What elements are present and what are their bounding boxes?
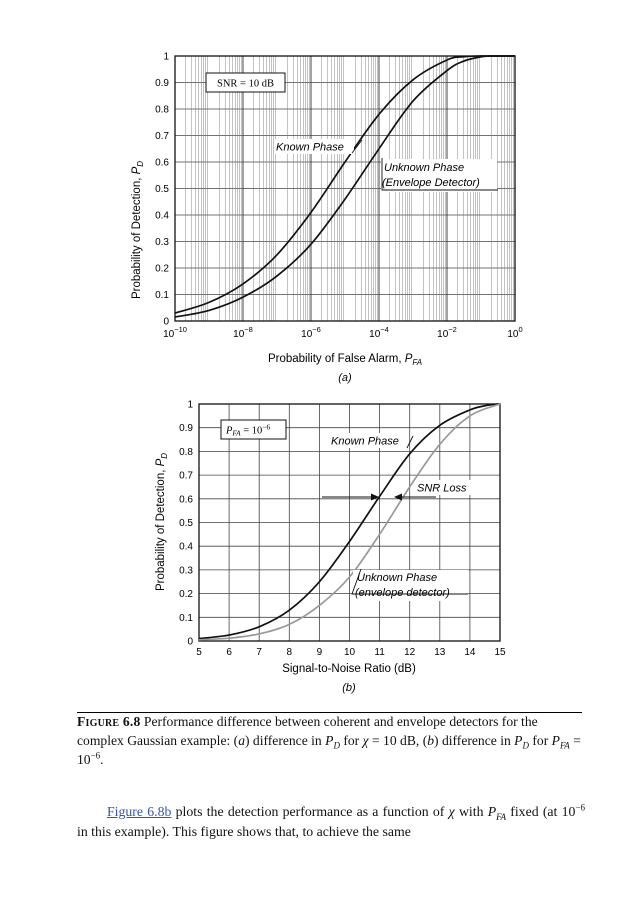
body-text-4: in this example). This figure shows that, to achieve the same <box>77 824 411 839</box>
chart-b-xtick-10: 15 <box>494 647 506 658</box>
chart-b-xtick-9: 14 <box>464 647 476 658</box>
body-chi: χ <box>448 804 455 819</box>
chart-a-y-ticks <box>155 52 169 328</box>
figure-caption <box>77 712 587 769</box>
caption-text-2: ) difference in <box>244 733 326 748</box>
caption-figure-label: Figure 6.8 <box>77 714 141 729</box>
chart-a-ytick-8: 0.8 <box>155 104 169 116</box>
caption-pd-var-1: P <box>325 733 334 748</box>
chart-b-ytick-1: 0.1 <box>179 612 193 624</box>
chart-b-ytick-3: 0.3 <box>179 565 193 577</box>
chart-b-xtick-8: 13 <box>434 647 446 658</box>
chart-a-condition-text: SNR = 10 dB <box>217 78 274 90</box>
chart-b-panel-label: (b) <box>342 682 356 694</box>
chart-a-ytick-5: 0.5 <box>155 184 169 195</box>
chart-a-unknown-phase-label-2: (Envelope Detector) <box>382 177 480 189</box>
body-text-2: with <box>454 804 488 819</box>
chart-b-unknown-phase-label-1: Unknown Phase <box>357 572 438 584</box>
caption-b: b <box>427 733 435 748</box>
caption-pfa-var: P <box>551 733 560 748</box>
body-pfa-var: P <box>487 804 497 819</box>
chart-b-ytick-0: 0 <box>187 636 193 648</box>
chart-a-xtick-5: $10^0$ <box>507 325 523 340</box>
chart-a-ytick-0: 0 <box>163 316 169 328</box>
body-exp: −6 <box>575 802 585 813</box>
body-text-1: plots the detection performance as a function of <box>171 804 449 819</box>
caption-pd-sub-1: D <box>333 740 340 751</box>
chart-b-xtick-6: 11 <box>374 647 385 658</box>
chart-b-ytick-4: 0.4 <box>179 541 193 553</box>
caption-chi: χ <box>362 733 369 748</box>
body-pfa-sub: FA <box>496 811 506 822</box>
chart-a-ytick-9: 0.9 <box>155 78 169 89</box>
chart-b-ytick-7: 0.7 <box>179 470 193 482</box>
chart-a-xtick-4: $10^{-2}$ <box>437 325 457 340</box>
chart-b-snr-arrow-right-head <box>394 494 402 501</box>
chart-b-xtick-7: 12 <box>404 647 416 658</box>
caption-text-3: for <box>339 733 363 748</box>
caption-pd-var-2: P <box>514 733 523 748</box>
chart-a <box>0 40 636 390</box>
body-text-3: fixed (at 10 <box>506 804 576 819</box>
chart-b-xtick-4: 9 <box>316 647 323 658</box>
chart-b-xtick-0: 5 <box>196 647 202 658</box>
chart-b-ytick-8: 0.8 <box>179 446 193 458</box>
chart-b-unknown-phase-label-2: (envelope detector) <box>355 587 450 599</box>
chart-b-ytick-5: 0.5 <box>179 518 193 529</box>
chart-a-ytick-1: 0.1 <box>155 290 169 301</box>
caption-text-4: = 10 dB, ( <box>368 733 428 748</box>
chart-a-ylabel: Probability of Detection, $P_D$ <box>131 160 145 300</box>
chart-a-xtick-2: $10^{-6}$ <box>301 325 321 340</box>
chart-a-xtick-3: $10^{-4}$ <box>369 325 389 340</box>
chart-b-x-ticks <box>196 647 506 658</box>
chart-b-known-phase-label: Known Phase <box>331 435 399 448</box>
chart-b-ytick-9: 0.9 <box>179 423 193 435</box>
chart-a-ytick-4: 0.4 <box>155 210 169 222</box>
caption-text-7: = 10 <box>77 733 581 767</box>
chart-b-ytick-2: 0.2 <box>179 589 193 601</box>
chart-b-xlabel: Signal-to-Noise Ratio (dB) <box>282 663 416 675</box>
chart-b-condition-text: PFA = $10^{-6}$ <box>226 422 271 438</box>
chart-a-x-ticks <box>163 325 523 340</box>
chart-b-xtick-1: 6 <box>226 647 232 658</box>
body-paragraph <box>77 802 585 842</box>
caption-pd-sub-2: D <box>522 740 529 751</box>
caption-text-5: ) difference in <box>434 733 515 748</box>
chart-b-y-ticks <box>179 400 193 648</box>
chart-a-ytick-2: 0.2 <box>155 263 169 275</box>
caption-text-8: . <box>100 752 104 767</box>
chart-a-known-phase-label: Known Phase <box>276 141 344 154</box>
chart-a-ytick-7: 0.7 <box>155 131 169 142</box>
chart-b-xtick-2: 7 <box>256 647 262 658</box>
chart-a-panel-label: (a) <box>338 372 352 384</box>
chart-a-ytick-10: 1 <box>163 51 169 63</box>
chart-a-ytick-3: 0.3 <box>155 237 169 248</box>
caption-pfa-exp: −6 <box>90 750 101 761</box>
chart-b-ylabel: Probability of Detection, $P_D$ <box>155 452 169 592</box>
caption-text-6: for <box>528 733 552 748</box>
chart-b-xtick-3: 8 <box>286 647 293 658</box>
figure-6-8b-link[interactable]: Figure 6.8b <box>107 804 172 819</box>
chart-b-xtick-5: 10 <box>343 647 356 658</box>
chart-a-xtick-1: $10^{-8}$ <box>233 325 253 340</box>
chart-a-xtick-0: $10^{-10}$ <box>163 325 187 340</box>
chart-a-ytick-6: 0.6 <box>155 157 169 169</box>
caption-pfa-sub: FA <box>559 740 570 751</box>
chart-b-ytick-6: 0.6 <box>179 494 193 506</box>
chart-a-unknown-phase-label-1: Unknown Phase <box>384 162 465 174</box>
chart-a-xlabel: Probability of False Alarm, $P_{FA}$ <box>267 353 423 367</box>
chart-b-snr-loss-label: SNR Loss <box>417 482 467 495</box>
chart-b-ytick-10: 1 <box>187 399 193 411</box>
caption-a: a <box>238 733 245 748</box>
chart-b <box>0 392 636 702</box>
caption-text-1: Performance difference between coherent and envelope detectors for the complex Gaussian example: ( <box>77 714 538 748</box>
